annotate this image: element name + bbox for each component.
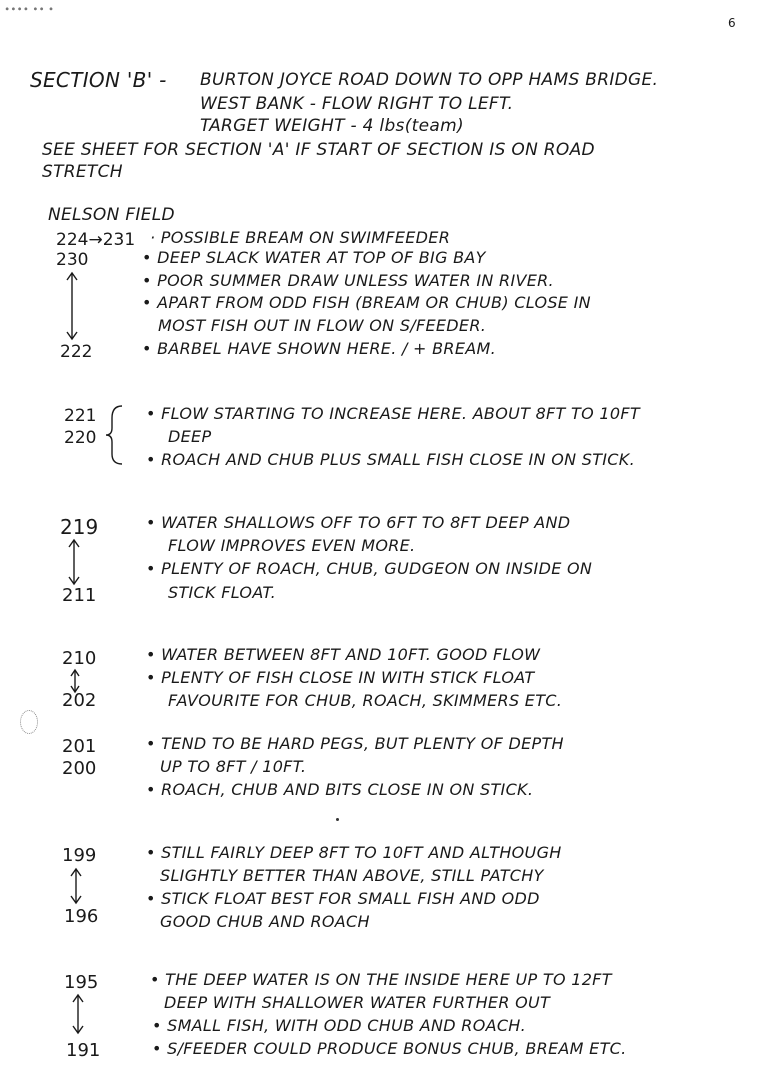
- peg-to: 191: [66, 1040, 101, 1061]
- scan-mark: ∙∙∙∙ ∙∙ ∙: [4, 4, 55, 15]
- note-line: • TEND TO BE HARD PEGS, BUT PLENTY OF DEPTH: [146, 734, 564, 753]
- header-line-5: STRETCH: [42, 162, 123, 182]
- ink-dot: [336, 818, 339, 821]
- peg-from: 230: [56, 250, 89, 270]
- note-line: • POOR SUMMER DRAW UNLESS WATER IN RIVER.: [142, 271, 554, 290]
- peg-from: 210: [62, 648, 97, 669]
- header-line-1: BURTON JOYCE ROAD DOWN TO OPP HAMS BRIDGE.: [200, 70, 659, 90]
- note-line: MOST FISH OUT IN FLOW ON S/FEEDER.: [158, 316, 487, 335]
- page-number: 6: [728, 16, 736, 30]
- note-line: FAVOURITE FOR CHUB, ROACH, SKIMMERS ETC.: [168, 691, 563, 710]
- note-line: • STILL FAIRLY DEEP 8FT TO 10FT AND ALTHOUGH: [146, 843, 562, 862]
- header-line-4: SEE SHEET FOR SECTION 'A' IF START OF SECTION IS ON ROAD: [42, 140, 595, 160]
- note-line: DEEP: [168, 427, 212, 446]
- range-arrow-icon: [68, 992, 88, 1036]
- note-line: FLOW IMPROVES EVEN MORE.: [168, 536, 416, 555]
- note-line: • S/FEEDER COULD PRODUCE BONUS CHUB, BREAM ETC.: [152, 1039, 627, 1058]
- scan-mark: [20, 710, 38, 734]
- note-line: • WATER SHALLOWS OFF TO 6FT TO 8FT DEEP AND: [146, 513, 571, 532]
- header-line-3: TARGET WEIGHT - 4 lbs(team): [200, 116, 464, 136]
- note-line: • PLENTY OF ROACH, CHUB, GUDGEON ON INSIDE ON: [146, 559, 593, 578]
- note-line: • ROACH AND CHUB PLUS SMALL FISH CLOSE IN ON STICK.: [146, 450, 635, 469]
- peg-from: 195: [64, 972, 99, 993]
- peg-to: 222: [60, 342, 93, 362]
- peg-to: 211: [62, 585, 97, 606]
- note-line: UP TO 8FT / 10FT.: [160, 757, 307, 776]
- note-line: • THE DEEP WATER IS ON THE INSIDE HERE UP TO 12FT: [150, 970, 612, 989]
- note-line: STICK FLOAT.: [168, 583, 276, 602]
- peg-from: 199: [62, 845, 97, 866]
- range-arrow-icon: [62, 270, 82, 342]
- peg-to: 202: [62, 690, 97, 711]
- note-line: • WATER BETWEEN 8FT AND 10FT. GOOD FLOW: [146, 645, 541, 664]
- note-line: GOOD CHUB AND ROACH: [160, 912, 370, 931]
- note-line: • PLENTY OF FISH CLOSE IN WITH STICK FLOAT: [146, 668, 535, 687]
- note-line: · POSSIBLE BREAM ON SWIMFEEDER: [150, 228, 451, 247]
- note-line: DEEP WITH SHALLOWER WATER FURTHER OUT: [164, 993, 551, 1012]
- peg-to: 200: [62, 758, 97, 779]
- note-line: • SMALL FISH, WITH ODD CHUB AND ROACH.: [152, 1016, 527, 1035]
- peg-from: 201: [62, 736, 97, 757]
- note-line: • DEEP SLACK WATER AT TOP OF BIG BAY: [142, 248, 486, 267]
- peg-range: 224→231: [56, 230, 136, 250]
- range-arrow-icon: [66, 866, 86, 906]
- note-line: • ROACH, CHUB AND BITS CLOSE IN ON STICK.: [146, 780, 534, 799]
- note-line: • STICK FLOAT BEST FOR SMALL FISH AND ODD: [146, 889, 540, 908]
- note-line: • APART FROM ODD FISH (BREAM OR CHUB) CLOSE IN: [142, 293, 591, 312]
- brace-icon: [104, 402, 128, 468]
- field-name: NELSON FIELD: [48, 205, 175, 225]
- note-line: • FLOW STARTING TO INCREASE HERE. ABOUT 8FT TO 10FT: [146, 404, 640, 423]
- peg-to: 220: [64, 428, 97, 448]
- peg-from: 221: [64, 406, 97, 426]
- header-line-2: WEST BANK - FLOW RIGHT TO LEFT.: [200, 94, 514, 114]
- peg-to: 196: [64, 906, 99, 927]
- range-arrow-icon: [64, 537, 84, 587]
- note-line: SLIGHTLY BETTER THAN ABOVE, STILL PATCHY: [160, 866, 544, 885]
- note-line: • BARBEL HAVE SHOWN HERE. / + BREAM.: [142, 339, 496, 358]
- section-label: SECTION 'B' -: [30, 68, 167, 92]
- peg-from: 219: [60, 515, 99, 539]
